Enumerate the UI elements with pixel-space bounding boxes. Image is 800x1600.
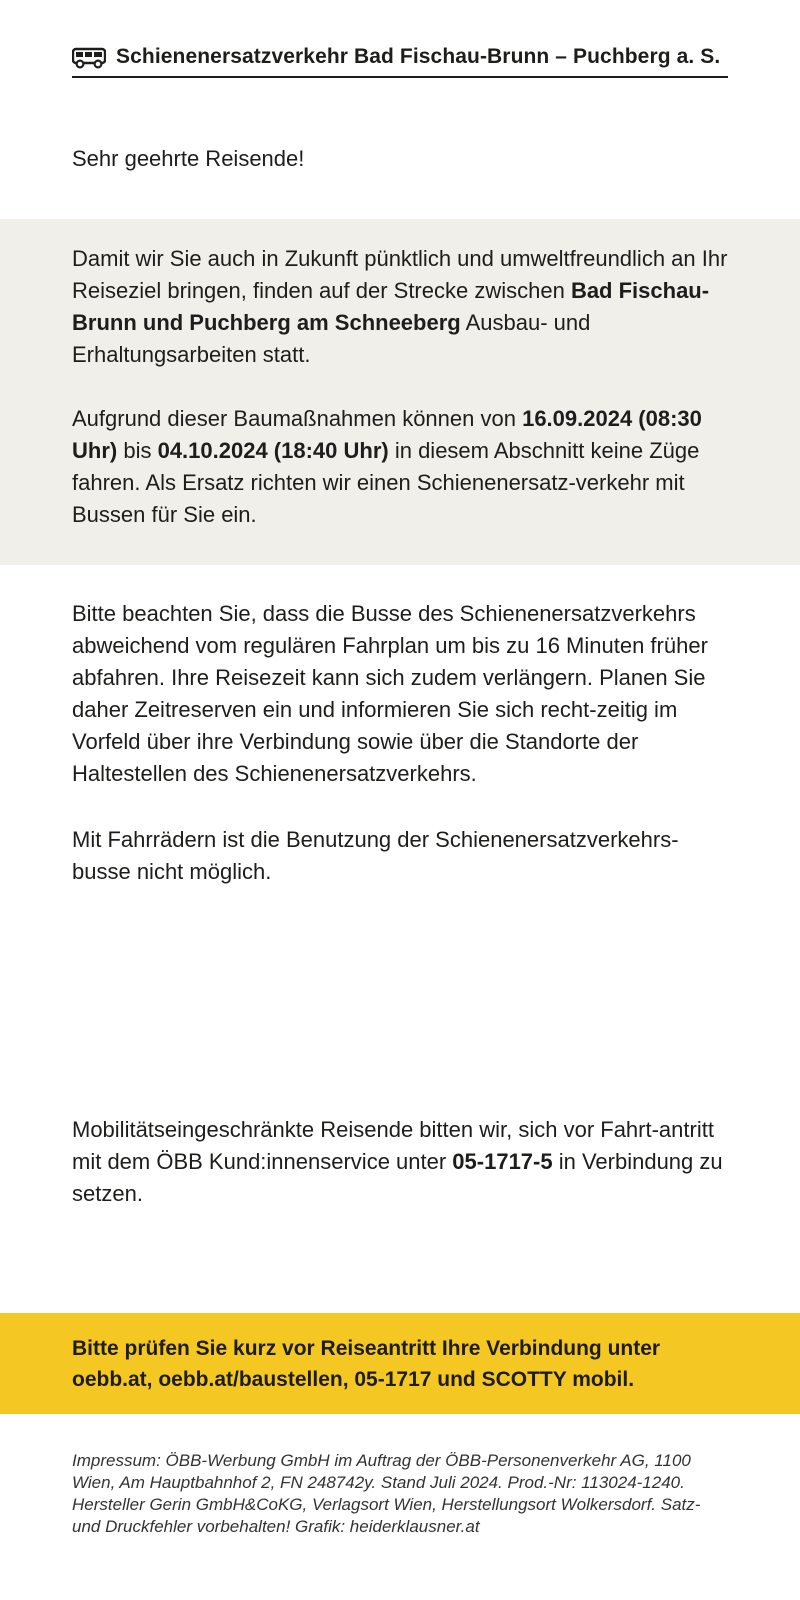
mobility-text: in Verbindung zu setzen. <box>72 1149 723 1206</box>
notice-paragraph-bicycles: Mit Fahrrädern ist die Benutzung der Schienenersatzverkehrs-busse nicht möglich. <box>72 827 679 884</box>
intro-paragraph-1 <box>72 243 732 371</box>
service-phone: 05-1717-5 <box>452 1149 553 1174</box>
callout-text: Bitte prüfen Sie kurz vor Reiseantritt Ihre Verbindung unter oebb.at, oebb.at/baustellen, 05-1717 und SCOTTY mobil. <box>72 1337 661 1391</box>
intro-text: Ausbau- und Erhaltungsarbeiten statt. <box>72 310 591 367</box>
bus-icon <box>72 47 106 69</box>
impressum: Impressum: ÖBB-Werbung GmbH im Auftrag der ÖBB-Personenverkehr AG, 1100 Wien, Am Hauptbahnhof 2, FN 248742y. Stand Juli 2024. Prod.-Nr: 113024-1240. Hersteller Gerin GmbH&CoKG, Verlagsort Wien, Herstellungsort Wolkersdorf. Satz- und Druckfehler vorbehalten! Grafik: heiderklausner.at <box>72 1451 701 1536</box>
intro-text: Damit wir Sie auch in Zukunft pünktlich und umweltfreundlich an Ihr Reiseziel bringen, finden auf der Strecke zwischen <box>72 246 728 303</box>
callout-band <box>0 1313 800 1414</box>
mobility-text: Mobilitätseingeschränkte Reisende bitten wir, sich vor Fahrt-antritt mit dem ÖBB Kund:innenservice unter <box>72 1117 714 1174</box>
header <box>72 42 728 78</box>
intro-paragraph-2 <box>72 403 732 531</box>
mobility-paragraph <box>72 1114 732 1210</box>
intro-text: bis <box>117 438 158 463</box>
greeting: Sehr geehrte Reisende! <box>72 146 305 171</box>
notice-paragraph-schedule: Bitte beachten Sie, dass die Busse des Schienenersatzverkehrs abweichend vom regulären Fahrplan um bis zu 16 Minuten früher abfahren. Ihre Reisezeit kann sich zudem verlängern. Planen Sie daher Zeitreserven ein und informieren Sie sich recht-zeitig im Vorfeld über ihre Verbindung sowie über die Standorte der Haltestellen des Schienenersatzverkehrs. <box>72 601 708 786</box>
page-title: Schienenersatzverkehr Bad Fischau-Brunn – Puchberg a. S. <box>116 45 721 68</box>
intro-band <box>0 219 800 565</box>
intro-text: in diesem Abschnitt keine Züge fahren. Als Ersatz richten wir einen Schienenersatz-verkehr mit Bussen für Sie ein. <box>72 438 700 527</box>
start-datetime: 16.09.2024 (08:30 Uhr) <box>72 406 702 463</box>
route-name: Bad Fischau-Brunn und Puchberg am Schneeberg <box>72 278 710 335</box>
end-datetime: 04.10.2024 (18:40 Uhr) <box>157 438 389 463</box>
intro-text: Aufgrund dieser Baumaßnahmen können von <box>72 406 523 431</box>
